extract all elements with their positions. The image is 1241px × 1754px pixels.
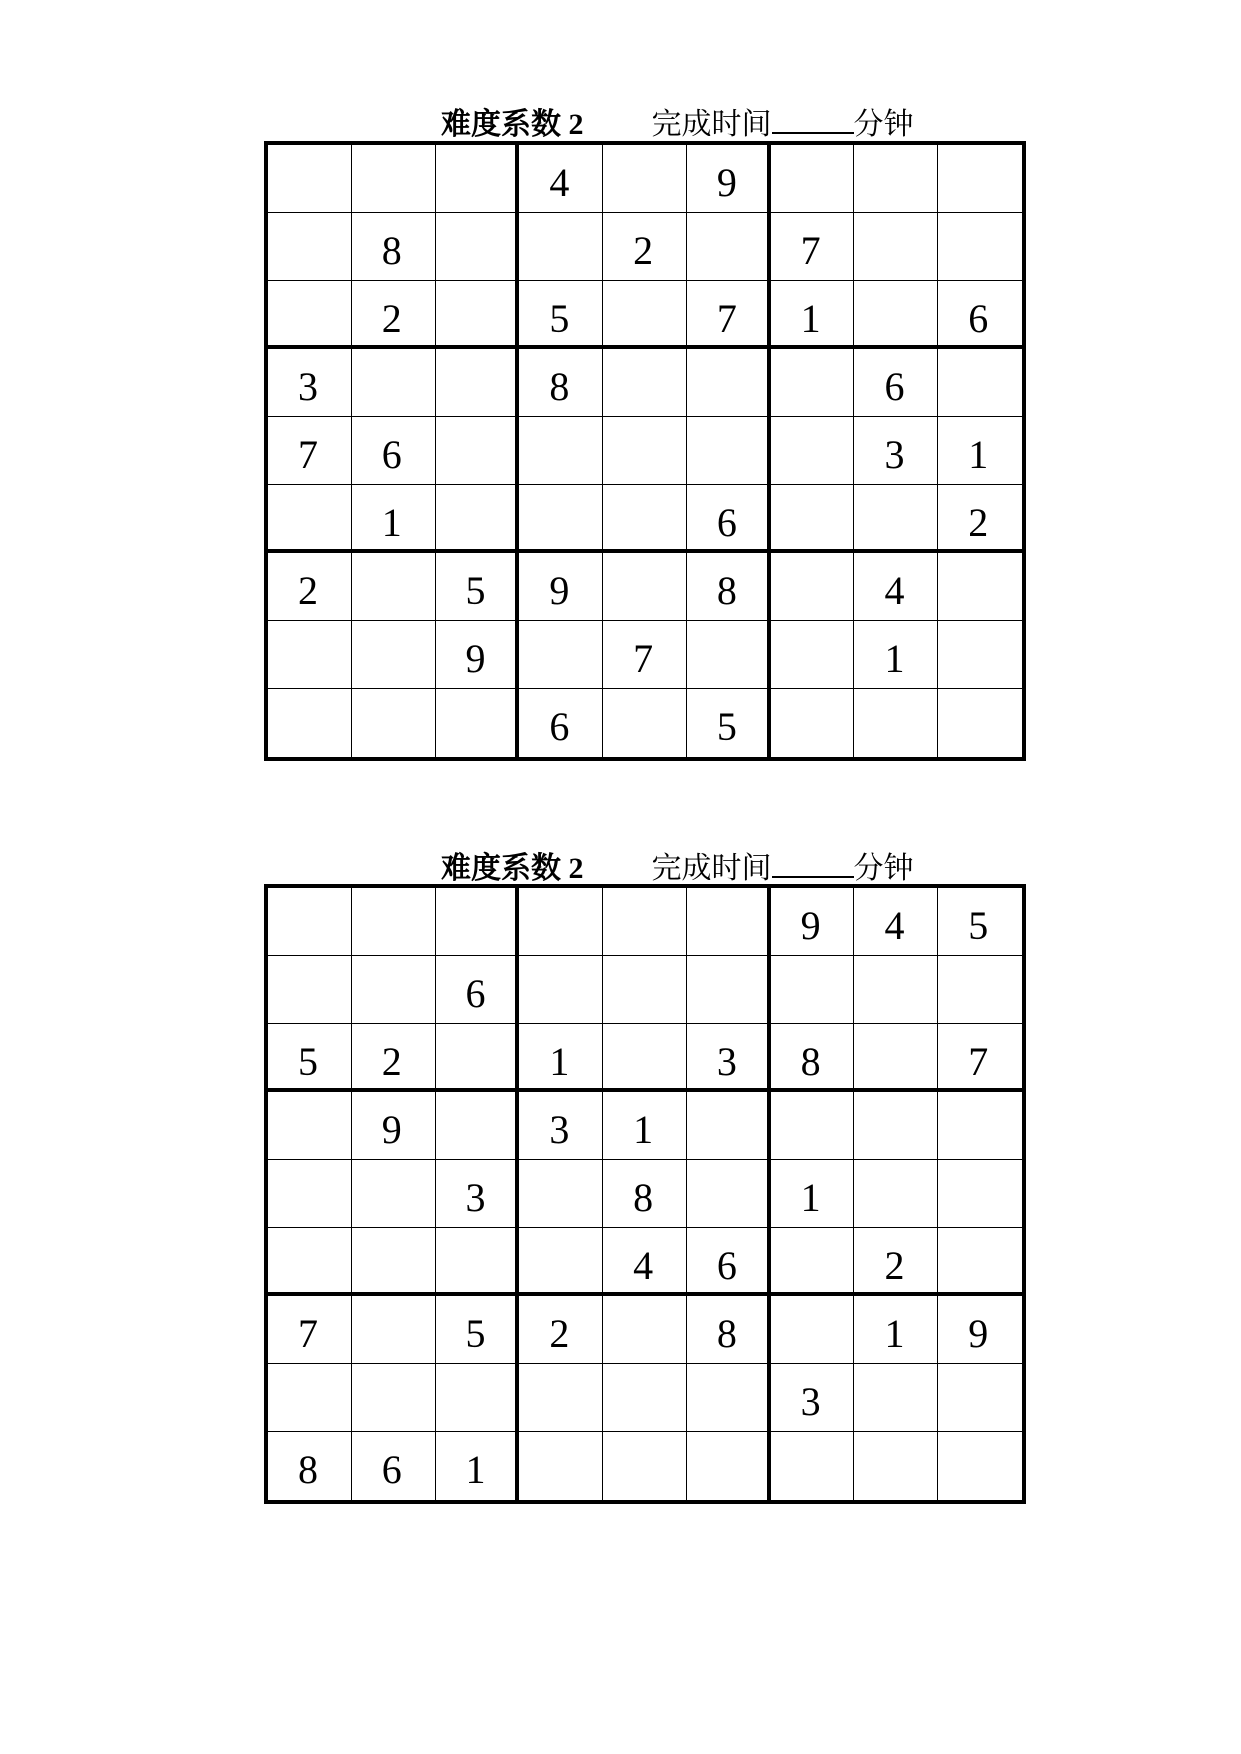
sudoku-cell[interactable]: [938, 1160, 1022, 1228]
sudoku-cell: 6: [352, 1432, 436, 1500]
sudoku-cell[interactable]: [771, 145, 855, 213]
sudoku-cell: 1: [854, 1296, 938, 1364]
sudoku-cell[interactable]: [436, 1024, 520, 1092]
sudoku-cell[interactable]: [519, 888, 603, 956]
sudoku-cell[interactable]: [603, 888, 687, 956]
sudoku-cell[interactable]: [938, 145, 1022, 213]
sudoku-cell: 5: [519, 281, 603, 349]
sudoku-cell[interactable]: [938, 689, 1022, 757]
sudoku-cell: 1: [603, 1092, 687, 1160]
sudoku-cell[interactable]: [268, 689, 352, 757]
sudoku-cell: 1: [352, 485, 436, 553]
sudoku-cell: 8: [519, 349, 603, 417]
sudoku-cell: 7: [687, 281, 771, 349]
sudoku-cell: 9: [771, 888, 855, 956]
difficulty-label: 难度系数 2: [441, 108, 584, 141]
sudoku-puzzle-2: [264, 884, 1026, 1504]
sudoku-cell: 9: [519, 553, 603, 621]
sudoku-cell: 6: [687, 485, 771, 553]
sudoku-cell[interactable]: [603, 1024, 687, 1092]
sudoku-cell: 4: [854, 888, 938, 956]
sudoku-cell[interactable]: [436, 888, 520, 956]
sudoku-cell[interactable]: [854, 213, 938, 281]
sudoku-cell[interactable]: [938, 1228, 1022, 1296]
sudoku-cell: 4: [519, 145, 603, 213]
sudoku-cell[interactable]: [603, 145, 687, 213]
sudoku-cell[interactable]: [854, 281, 938, 349]
sudoku-cell[interactable]: [938, 553, 1022, 621]
sudoku-cell: 8: [771, 1024, 855, 1092]
sudoku-cell[interactable]: [268, 485, 352, 553]
sudoku-cell: 7: [603, 621, 687, 689]
sudoku-cell[interactable]: [771, 1296, 855, 1364]
sudoku-cell[interactable]: [268, 145, 352, 213]
sudoku-cell[interactable]: [352, 956, 436, 1024]
sudoku-cell[interactable]: [687, 956, 771, 1024]
sudoku-cell[interactable]: [687, 1092, 771, 1160]
sudoku-cell[interactable]: [352, 1364, 436, 1432]
sudoku-cell[interactable]: [771, 1432, 855, 1500]
sudoku-cell: 3: [687, 1024, 771, 1092]
sudoku-cell: 3: [519, 1092, 603, 1160]
sudoku-cell: 1: [854, 621, 938, 689]
sudoku-cell[interactable]: [687, 349, 771, 417]
sudoku-cell[interactable]: [771, 689, 855, 757]
sudoku-cell: 8: [268, 1432, 352, 1500]
sudoku-cell[interactable]: [687, 417, 771, 485]
sudoku-cell[interactable]: [352, 145, 436, 213]
sudoku-cell[interactable]: [436, 485, 520, 553]
sudoku-cell[interactable]: [352, 1228, 436, 1296]
sudoku-cell: 6: [436, 956, 520, 1024]
sudoku-cell[interactable]: [352, 689, 436, 757]
sudoku-cell: 3: [436, 1160, 520, 1228]
sudoku-cell[interactable]: [771, 485, 855, 553]
sudoku-cell[interactable]: [938, 1092, 1022, 1160]
sudoku-cell: 1: [519, 1024, 603, 1092]
sudoku-cell[interactable]: [352, 553, 436, 621]
sudoku-cell[interactable]: [352, 621, 436, 689]
sudoku-cell[interactable]: [771, 1228, 855, 1296]
sudoku-cell: 2: [268, 553, 352, 621]
sudoku-cell[interactable]: [687, 1160, 771, 1228]
sudoku-cell[interactable]: [603, 417, 687, 485]
sudoku-cell[interactable]: [268, 1160, 352, 1228]
sudoku-cell[interactable]: [854, 689, 938, 757]
sudoku-cell: 2: [854, 1228, 938, 1296]
sudoku-cell[interactable]: [938, 1432, 1022, 1500]
sudoku-cell: 5: [687, 689, 771, 757]
sudoku-cell[interactable]: [771, 956, 855, 1024]
sudoku-cell: 5: [938, 888, 1022, 956]
sudoku-cell[interactable]: [519, 1432, 603, 1500]
sudoku-cell: 5: [436, 1296, 520, 1364]
minutes-label: 分钟: [853, 852, 914, 885]
sudoku-cell[interactable]: [687, 1364, 771, 1432]
sudoku-cell[interactable]: [938, 213, 1022, 281]
sudoku-cell[interactable]: [268, 213, 352, 281]
sudoku-cell: 6: [938, 281, 1022, 349]
sudoku-cell: 7: [268, 1296, 352, 1364]
sudoku-cell[interactable]: [436, 689, 520, 757]
completion-time-blank[interactable]: [772, 846, 854, 878]
sudoku-cell: 1: [436, 1432, 520, 1500]
sudoku-cell[interactable]: [519, 621, 603, 689]
sudoku-cell[interactable]: [603, 1296, 687, 1364]
sudoku-cell[interactable]: [268, 1228, 352, 1296]
sudoku-cell: 8: [687, 553, 771, 621]
sudoku-grid: [268, 888, 1022, 1500]
sudoku-cell[interactable]: [519, 485, 603, 553]
sudoku-cell[interactable]: [436, 349, 520, 417]
sudoku-cell: 7: [268, 417, 352, 485]
minutes-label: 分钟: [853, 108, 914, 141]
sudoku-cell: 1: [938, 417, 1022, 485]
sudoku-cell[interactable]: [352, 349, 436, 417]
sudoku-cell: 9: [687, 145, 771, 213]
sudoku-cell[interactable]: [519, 1160, 603, 1228]
sudoku-cell[interactable]: [603, 1364, 687, 1432]
sudoku-cell[interactable]: [436, 417, 520, 485]
sudoku-cell: 2: [352, 281, 436, 349]
sudoku-cell[interactable]: [519, 956, 603, 1024]
puzzle-1-header: [426, 58, 914, 141]
sudoku-cell[interactable]: [436, 1364, 520, 1432]
sudoku-cell: 1: [771, 281, 855, 349]
sudoku-cell[interactable]: [519, 417, 603, 485]
sudoku-cell[interactable]: [854, 1024, 938, 1092]
sudoku-cell[interactable]: [603, 956, 687, 1024]
sudoku-cell[interactable]: [771, 621, 855, 689]
sudoku-cell[interactable]: [938, 349, 1022, 417]
sudoku-cell[interactable]: [268, 956, 352, 1024]
sudoku-cell[interactable]: [854, 956, 938, 1024]
sudoku-cell: 6: [854, 349, 938, 417]
sudoku-cell[interactable]: [771, 417, 855, 485]
sudoku-cell: 2: [519, 1296, 603, 1364]
sudoku-cell[interactable]: [603, 1432, 687, 1500]
sudoku-cell: 8: [687, 1296, 771, 1364]
sudoku-cell: 5: [268, 1024, 352, 1092]
sudoku-cell: 8: [352, 213, 436, 281]
sudoku-grid: [268, 145, 1022, 757]
sudoku-cell[interactable]: [938, 1364, 1022, 1432]
sudoku-cell[interactable]: [436, 1228, 520, 1296]
sudoku-cell[interactable]: [854, 1092, 938, 1160]
sudoku-cell[interactable]: [436, 1092, 520, 1160]
sudoku-cell[interactable]: [854, 145, 938, 213]
puzzle-2-header: [426, 802, 914, 885]
sudoku-cell: 4: [603, 1228, 687, 1296]
sudoku-cell[interactable]: [352, 1160, 436, 1228]
completion-time-label: 完成时间: [651, 108, 772, 141]
sudoku-cell[interactable]: [519, 1228, 603, 1296]
sudoku-cell: 2: [603, 213, 687, 281]
sudoku-cell: 4: [854, 553, 938, 621]
sudoku-cell[interactable]: [687, 621, 771, 689]
sudoku-cell: 8: [603, 1160, 687, 1228]
sudoku-cell: 1: [771, 1160, 855, 1228]
sudoku-cell[interactable]: [603, 553, 687, 621]
sudoku-cell[interactable]: [519, 1364, 603, 1432]
sudoku-cell[interactable]: [854, 1160, 938, 1228]
sudoku-cell: 6: [519, 689, 603, 757]
sudoku-cell[interactable]: [268, 621, 352, 689]
sudoku-cell[interactable]: [687, 213, 771, 281]
sudoku-cell: 5: [436, 553, 520, 621]
sudoku-cell: 9: [436, 621, 520, 689]
sudoku-cell[interactable]: [519, 213, 603, 281]
sudoku-cell[interactable]: [854, 1432, 938, 1500]
sudoku-cell[interactable]: [268, 888, 352, 956]
sudoku-cell[interactable]: [352, 1296, 436, 1364]
sudoku-cell[interactable]: [436, 281, 520, 349]
sudoku-cell: 2: [352, 1024, 436, 1092]
sudoku-cell[interactable]: [854, 1364, 938, 1432]
sudoku-cell[interactable]: [771, 349, 855, 417]
sudoku-cell[interactable]: [603, 281, 687, 349]
sudoku-cell[interactable]: [938, 621, 1022, 689]
completion-time-label: 完成时间: [651, 852, 772, 885]
sudoku-cell: 9: [352, 1092, 436, 1160]
sudoku-cell: 7: [771, 213, 855, 281]
sudoku-cell[interactable]: [268, 1092, 352, 1160]
sudoku-cell[interactable]: [436, 145, 520, 213]
sudoku-cell[interactable]: [436, 213, 520, 281]
sudoku-cell: 6: [687, 1228, 771, 1296]
sudoku-cell[interactable]: [771, 1092, 855, 1160]
sudoku-cell[interactable]: [352, 888, 436, 956]
sudoku-cell: 7: [938, 1024, 1022, 1092]
sudoku-puzzle-1: [264, 141, 1026, 761]
sudoku-cell[interactable]: [603, 349, 687, 417]
sudoku-cell: 9: [938, 1296, 1022, 1364]
sudoku-cell[interactable]: [603, 485, 687, 553]
sudoku-cell[interactable]: [854, 485, 938, 553]
sudoku-cell[interactable]: [771, 553, 855, 621]
difficulty-label: 难度系数 2: [441, 852, 584, 885]
sudoku-cell: 2: [938, 485, 1022, 553]
sudoku-cell: 3: [268, 349, 352, 417]
sudoku-cell: 6: [352, 417, 436, 485]
sudoku-cell[interactable]: [603, 689, 687, 757]
sudoku-cell[interactable]: [687, 888, 771, 956]
sudoku-cell: 3: [854, 417, 938, 485]
sudoku-cell[interactable]: [268, 281, 352, 349]
completion-time-blank[interactable]: [772, 102, 854, 134]
sudoku-cell: 3: [771, 1364, 855, 1432]
sudoku-cell[interactable]: [938, 956, 1022, 1024]
sudoku-cell[interactable]: [687, 1432, 771, 1500]
sudoku-cell[interactable]: [268, 1364, 352, 1432]
